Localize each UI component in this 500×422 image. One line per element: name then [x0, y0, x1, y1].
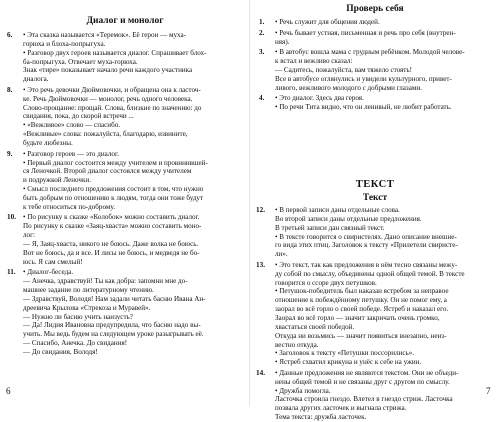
- exercise-line: • Это текст, так как предложения в нём тесно связаны межу-: [275, 260, 458, 269]
- exercise-line: • Это речь девочки Дюймовочки, и обращена она к ласточ-: [23, 85, 201, 94]
- exercise-number: 13.: [256, 260, 265, 269]
- exercise-line: го вида этих птиц. Заголовок к тексту «Прилетели свиристе-: [275, 241, 458, 250]
- exercise-number: 8.: [7, 85, 13, 94]
- exercise-line: Все в автобусе оглянулись и увидели культурного, привет-: [275, 74, 452, 83]
- exercise-line: свидания, пока, до скорой встречи ...: [23, 112, 134, 121]
- exercise-line: Откуда ни возьмись — значит появиться внезапно, неиз-: [275, 331, 447, 340]
- exercise-line: ся Леночкой. Второй диалог состоялся между учителем: [23, 167, 192, 176]
- exercise-line: • В первой записи даны отдельные слова.: [275, 206, 400, 214]
- exercise-line: • Диалог-беседа.: [23, 268, 74, 277]
- left-page-title: Диалог и монолог: [86, 16, 164, 26]
- exercise-number: 6.: [7, 31, 13, 39]
- exercise-number: 2.: [259, 28, 265, 37]
- exercise-line: • Речь служит для общения людей.: [275, 18, 380, 26]
- section-title: ТЕКСТ: [355, 179, 395, 190]
- exercise-line: • Смысл последнего предложения состоит в том, что нужно: [23, 185, 204, 194]
- exercise-line: ке. Речь Дюймовочки — монолог, речь одного человека.: [23, 94, 193, 103]
- exercise-line: ливого, вежливого молодого с добрыми глазами.: [275, 83, 422, 92]
- exercise-line: няя).: [275, 37, 290, 46]
- exercise-line: В третьей записи дан связный текст.: [275, 223, 385, 232]
- exercise-line: — Анечка, здравствуй! Ты как добра: запомни мне до-: [23, 277, 188, 286]
- exercise-number: 9.: [7, 149, 13, 158]
- exercise-line: • По рисунку к сказке «Колобок» можно составить диалог.: [23, 213, 200, 222]
- exercise-line: отношение к побеждённому петушку. Он не помог ему, а: [275, 296, 447, 305]
- exercise-line: • Разговор двух героев называется диалог. Спрашивает блох-: [23, 48, 207, 57]
- exercise-line: — Я, Заяц-хваста, никого не боюсь. Даже волка не боюсь.: [23, 239, 199, 248]
- exercise-line: • Эта сказка называется «Теремок». Её герои — муха-: [23, 31, 186, 39]
- exercise-line: — Спасибо, Анечка. До свидания!: [23, 339, 128, 348]
- exercise-line: говорится о ссоре двух петушков.: [275, 278, 377, 287]
- exercise-line: ли».: [275, 250, 288, 259]
- exercise-line: «Вежливые» слова: пожалуйста, благодарю, извините,: [23, 130, 188, 139]
- exercise-line: — Да! Лидия Ивановна предупредила, что басню надо вы-: [23, 321, 201, 330]
- exercise-line: к встал и вежливо сказал:: [275, 57, 353, 65]
- exercise-line: будьте любезны.: [23, 139, 73, 147]
- exercise-line: — Нужно ли басню учить наизусть?: [23, 312, 133, 321]
- exercise-number: 3.: [259, 48, 265, 57]
- exercise-line: ду собой по смыслу, объединены одной общей темой. В тексте: [275, 269, 465, 278]
- exercise-line: Во второй записи даны отдельные предложения.: [275, 214, 422, 223]
- exercise-line: Ласточка строила гнездо. Влетел в гнездо стриж. Ласточка: [275, 395, 453, 404]
- exercise-line: учить. Мы ведь будем на следующем уроке разыгрывать её.: [23, 330, 204, 339]
- exercise-line: • Данные предложения не являются текстом. Они не объеди-: [275, 368, 459, 377]
- exercise-line: Слово-прощание: прощай. Слова, близкие по значению: до: [23, 103, 202, 112]
- exercise-line: Вот не боюсь, да и все. И лисы не боюсь, и медведя не бо-: [23, 248, 200, 257]
- exercise-line: • Дружба помогла.: [275, 386, 331, 395]
- exercise-line: к тебе относиться по-доброму.: [23, 202, 115, 211]
- exercise-line: • Петушок-победитель был наказан ястребом за неправое: [275, 287, 449, 296]
- page-gutter: [249, 0, 250, 407]
- exercise-line: дреевича Крылова «Стрекоза и Муравей».: [23, 303, 151, 312]
- section-subtitle: Текст: [362, 193, 388, 203]
- exercise-number: 10.: [7, 213, 16, 222]
- exercise-number: 12.: [256, 206, 265, 214]
- exercise-line: — Здравствуй, Володя! Нам задали читать басню Ивана Ан-: [23, 294, 206, 303]
- exercise-number: 4.: [259, 94, 265, 103]
- left-page-number: 6: [6, 386, 11, 396]
- exercise-line: позвала других ласточек и выгнала стрижа.: [275, 404, 407, 413]
- exercise-number: 1.: [259, 18, 265, 26]
- exercise-line: лог:: [23, 231, 35, 240]
- exercise-line: Заорал во всё горло — значит закричать очень громко,: [275, 314, 440, 322]
- exercise-line: • Разговор героев — это диалог.: [23, 149, 119, 158]
- exercise-line: • «Вежливое» слово — спасибо.: [23, 121, 121, 130]
- exercise-number: 11.: [7, 268, 16, 277]
- exercise-line: • В автобус вошла мама с грудным ребёнком. Молодой челове-: [275, 48, 465, 57]
- exercise-line: заорал во всё горло о своей победе. Ястреб и наказал его.: [275, 305, 449, 314]
- exercise-line: • По речи Тита видно, что он ленивый, не любит работать.: [275, 103, 452, 112]
- right-page-number: 7: [486, 386, 491, 396]
- exercise-line: машнее задание по литературному чтению.: [23, 286, 154, 294]
- exercise-line: По рисунку к сказке «Заяц-хваста» можно составить моно-: [23, 222, 202, 231]
- exercise-line: быть добрым по отношению к людям, тогда они тоже будут: [23, 193, 204, 202]
- exercise-line: и подружкой Леночки.: [23, 176, 91, 185]
- exercise-number: 14.: [256, 368, 265, 377]
- exercise-line: юсь. Я сам смелый!: [23, 257, 83, 266]
- exercise-line: вестно откуда.: [275, 340, 319, 349]
- exercise-line: • Это диалог. Здесь два героя.: [275, 94, 364, 103]
- exercise-line: • Ястреб схватил крикуна и унёс к себе на ужин.: [275, 358, 422, 367]
- right-page-title: Проверь себя: [346, 4, 404, 14]
- exercise-line: ба-попрыгуха. Отвечает муха-горюха.: [23, 57, 138, 66]
- exercise-line: — До свидания, Володя!: [23, 347, 98, 356]
- exercise-line: • В тексте говорится о свиристелях. Дано описание внешне-: [275, 232, 457, 241]
- exercise-line: — Садитесь, пожалуйста, вам тяжело стоять!: [275, 65, 412, 74]
- exercise-line: горюха и блоха-попрыгуха.: [23, 39, 106, 48]
- exercise-line: Знак «тире» показывает начало речи каждого участника: [23, 66, 193, 75]
- exercise-line: Тема текста: дружба ласточек.: [275, 413, 367, 422]
- exercise-line: • Речь бывает устная, письменная и речь про себя (внутрен-: [275, 28, 456, 37]
- exercise-line: • Первый диалог состоится между учителем и провинившей-: [23, 158, 208, 167]
- exercise-line: нены общей темой и не связаны друг с другом по смыслу.: [275, 377, 450, 386]
- exercise-line: • Заголовок к тексту «Петушки поссорились».: [275, 349, 415, 358]
- exercise-line: хвастаться своей победой.: [275, 322, 355, 331]
- exercise-line: диалога.: [23, 75, 49, 84]
